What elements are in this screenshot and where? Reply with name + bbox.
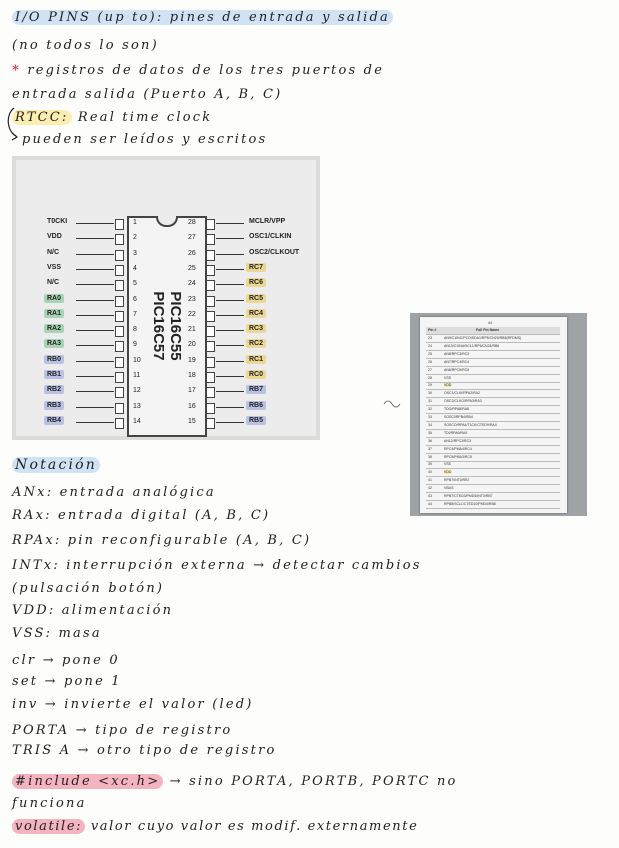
pin-box (115, 341, 124, 352)
table-row (426, 501, 560, 509)
table-row (426, 375, 560, 383)
notation-item-anx: ANx: entrada analógica (12, 485, 216, 500)
table-header (426, 327, 560, 335)
pin-arrow (216, 361, 244, 362)
pin-number: 28 (188, 219, 196, 226)
table-row (426, 438, 560, 446)
table-cell-name: RPB7/CTED3/PMD5/INT0/RB7 (444, 494, 493, 498)
pin-arrow (216, 284, 244, 285)
pin-arrow (76, 254, 114, 255)
pin-box (206, 296, 215, 307)
pin-box (115, 296, 124, 307)
notation-item-vss: VSS: masa (12, 626, 102, 641)
pin-number: 8 (133, 326, 137, 334)
pin-number: 15 (188, 417, 196, 425)
pin-number: 20 (188, 341, 196, 349)
pin-arrow (76, 330, 114, 331)
pin-box (206, 326, 215, 337)
pin-box (206, 250, 215, 261)
pin-arrow (76, 422, 114, 423)
table-cell-pin: 27 (428, 367, 432, 372)
table-row (426, 398, 560, 406)
op-set: set → pone 1 (12, 674, 122, 689)
table-cell-pin: 38 (428, 454, 432, 459)
pin-label: RA3 (44, 339, 64, 348)
pin-label: RB0 (44, 355, 64, 364)
pin-number: 13 (133, 402, 141, 410)
table-row (426, 382, 560, 390)
pin-label: N/C (47, 248, 60, 256)
pin-arrow (76, 345, 114, 346)
pin-number: 26 (188, 249, 196, 257)
pin-arrow (76, 223, 114, 224)
curved-arrow-icon (4, 104, 24, 144)
pin-box (206, 341, 215, 352)
table-cell-pin: 35 (428, 430, 432, 435)
pin-arrow (76, 300, 114, 301)
table-cell-name: RPC4/PMA4/RC4 (444, 446, 472, 451)
pin-label: T0CKI (47, 218, 68, 225)
pin-label: RC5 (246, 294, 266, 303)
pin-arrow (76, 376, 114, 377)
pin-number: 17 (188, 387, 196, 395)
table-cell-name: SOSCO/RPA4/T1CK/CTED9/RA4 (444, 422, 497, 427)
pin-number: 10 (133, 356, 141, 364)
pin-number: 5 (133, 280, 137, 288)
table-cell-name: VDD (444, 383, 452, 388)
page-number: 44 (488, 321, 492, 325)
table-cell-name: VSS (444, 462, 452, 467)
table-cell-name: AN7/RPC4/RC4 (444, 359, 470, 364)
pin-number: 1 (133, 219, 137, 226)
chip-notch (156, 216, 178, 227)
table-row (426, 406, 560, 414)
table-cell-pin: 41 (428, 478, 432, 483)
pin-arrow (216, 407, 244, 408)
table-row (426, 359, 560, 367)
pin-arrow (76, 391, 114, 392)
pin-label: RA1 (44, 309, 64, 318)
pin-number: 25 (188, 264, 196, 272)
notation-title (12, 457, 100, 473)
header-pin: Pin # (428, 328, 437, 332)
pin-arrow (216, 376, 244, 377)
pin-number: 11 (133, 372, 141, 379)
table-cell-pin: 37 (428, 446, 432, 451)
pin-box (206, 418, 215, 429)
pin-box (115, 250, 124, 261)
header-name: Full Pin Name (476, 328, 500, 332)
table-cell-pin: 31 (428, 399, 432, 404)
table-cell-pin: 40 (428, 470, 432, 475)
table-cell-name: TDI/RPA9/RA9 (444, 430, 468, 435)
pin-number: 16 (188, 402, 196, 410)
scribble-icon (382, 396, 412, 410)
table-cell-name: RPB8/SCL1/CTED10/PMD4/RB8 (444, 501, 496, 506)
notes-line-6: pueden ser leídos y escritos (22, 132, 268, 147)
pin-box (115, 219, 124, 230)
pin-box (115, 372, 124, 383)
pin-arrow (76, 315, 114, 316)
pin-box (115, 357, 124, 368)
table-cell-name: VDD (444, 470, 452, 475)
pin-arrow (216, 300, 244, 301)
table-cell-pin: 43 (428, 494, 432, 498)
notation-title-text: Notación (12, 457, 100, 473)
table-row (426, 367, 560, 375)
pin-arrow (76, 361, 114, 362)
notes-line-3 (12, 63, 384, 78)
table-cell-pin: 23 (428, 336, 432, 340)
pin-label: N/C (47, 279, 60, 287)
pin-label: RB1 (44, 370, 64, 379)
pin-box (206, 357, 215, 368)
table-cell-pin: 26 (428, 359, 432, 364)
pin-number: 2 (133, 234, 137, 242)
pin-box (206, 403, 215, 414)
pin-box (206, 372, 215, 383)
pinout-paper (16, 160, 316, 436)
table-cell-pin: 30 (428, 391, 432, 396)
pin-arrow (216, 391, 244, 392)
notation-item-rpax: RPAx: pin reconfigurable (A, B, C) (12, 533, 312, 548)
pin-number: 23 (188, 295, 196, 303)
pin-arrow (216, 330, 244, 331)
table-row (426, 477, 560, 485)
op-inv: inv → invierte el valor (led) (12, 697, 254, 712)
table-cell-pin: 42 (428, 486, 432, 491)
pin-number: 19 (188, 356, 196, 364)
table-row (426, 430, 560, 438)
pin-arrow (216, 422, 244, 423)
pin-arrow (76, 284, 114, 285)
reg-trisa: TRIS A → otro tipo de registro (12, 743, 277, 758)
pin-arrow (76, 269, 114, 270)
pin-label: RC1 (246, 355, 266, 364)
pin-number: 18 (188, 372, 196, 379)
volatile-line (12, 819, 418, 834)
pin-label: RB3 (44, 401, 64, 410)
table-row (426, 493, 560, 501)
table-row (426, 446, 560, 454)
io-pins-highlight: I/O PINS (up to): pines de entrada y salida (12, 10, 393, 25)
include-line (12, 774, 458, 789)
rtcc-label: RTCC: (12, 110, 72, 125)
table-cell-pin: 28 (428, 375, 432, 380)
pin-label: RB6 (246, 401, 266, 410)
op-clr: clr → pone 0 (12, 653, 120, 668)
pin-label: VDD (47, 233, 62, 241)
pin-table-page (420, 317, 567, 513)
notation-item-intx-2: (pulsación botón) (12, 581, 165, 596)
pin-box (206, 234, 215, 245)
include-label: #include <xc.h> (12, 774, 163, 789)
pin-label: OSC2/CLKOUT (249, 248, 300, 256)
table-cell-name: AN9/C1INC/PCO/SDA1/RP5/CN20/RB5(RFDMS) (444, 336, 522, 340)
table-row (426, 422, 560, 430)
notation-item-intx: INTx: interrupción externa → detectar cambios (12, 558, 422, 573)
notes-line-2: (no todos lo son) (12, 38, 159, 53)
pin-box (115, 387, 124, 398)
table-cell-pin: 25 (428, 351, 432, 356)
pin-box (206, 219, 215, 230)
table-cell-pin: 24 (428, 343, 432, 348)
table-row (426, 414, 560, 422)
pin-label: RC2 (246, 339, 266, 348)
pin-number: 24 (188, 280, 196, 288)
table-cell-pin: 36 (428, 438, 432, 443)
notation-item-rax: RAx: entrada digital (A, B, C) (12, 508, 271, 523)
table-cell-name: AN6/RPC5/RC5 (444, 367, 470, 372)
pin-table-photo (410, 313, 587, 516)
pin-label: RC3 (246, 324, 266, 333)
table-cell-name: OSC2/CLKO/RPA3/RA3 (444, 399, 482, 404)
pin-label: RB4 (44, 416, 64, 425)
table-cell-name: OSC1/CLKI/RPA2/RA2 (444, 391, 480, 396)
pin-number: 27 (188, 234, 196, 242)
table-row (426, 351, 560, 359)
pin-box (206, 280, 215, 291)
pin-arrow (216, 315, 244, 316)
pin-arrow (216, 269, 244, 270)
pin-box (115, 311, 124, 322)
asterisk-icon: * (12, 63, 21, 78)
pin-label: RC6 (246, 278, 266, 287)
pin-arrow (216, 345, 244, 346)
pin-number: 14 (133, 417, 141, 425)
pin-label: MCLR/VPP (249, 218, 286, 225)
pin-box (115, 280, 124, 291)
table-cell-name: AN12/RPC3/RC3 (444, 438, 472, 443)
table-cell-name: VBUS (444, 486, 454, 491)
pin-arrow (76, 238, 114, 239)
table-cell-name: AN8/RPC3/RC3 (444, 351, 470, 356)
pin-number: 3 (133, 249, 137, 257)
chip-name: PIC16C55 PIC16C57 (150, 291, 184, 361)
table-cell-name: VSS (444, 375, 452, 380)
pin-label: RB2 (44, 385, 64, 394)
table-cell-name: AN10/C1INA/SCL1/RP6/CN24/RB6 (444, 343, 500, 348)
table-row (426, 469, 560, 477)
include-desc: → sino PORTA, PORTB, PORTC no (169, 774, 458, 789)
table-cell-pin: 39 (428, 462, 432, 467)
reg-porta: PORTA → tipo de registro (12, 723, 233, 738)
pin-label: RC7 (246, 263, 266, 272)
table-cell-pin: 33 (428, 415, 432, 419)
table-row (426, 461, 560, 469)
table-row (426, 343, 560, 351)
table-row (426, 485, 560, 493)
pin-number: 21 (188, 326, 196, 334)
table-cell-name: SOSCI/RPB4/RB4 (444, 415, 473, 419)
pin-box (115, 418, 124, 429)
pin-label: RB7 (246, 385, 266, 394)
pin-label: RA0 (44, 294, 64, 303)
pin-box (206, 311, 215, 322)
pin-number: 4 (133, 264, 137, 272)
pin-arrow (216, 254, 244, 255)
notes-line-3-text: registros de datos de los tres puertos de (27, 63, 385, 78)
pin-label: RB5 (246, 416, 266, 425)
pin-box (206, 387, 215, 398)
table-cell-name: RPB7/INT0/RB7 (444, 478, 470, 483)
pin-label: VSS (47, 263, 62, 271)
pin-label: OSC1/CLKIN (249, 233, 292, 241)
volatile-label: volatile: (12, 819, 85, 834)
notes-line-1 (12, 10, 393, 25)
pin-number: 6 (133, 295, 137, 303)
rtcc-line (12, 110, 212, 125)
pin-label: RA2 (44, 324, 64, 333)
table-cell-name: RPC5/PMA3/RC5 (444, 454, 472, 459)
pin-box (115, 234, 124, 245)
pin-arrow (76, 407, 114, 408)
table-cell-pin: 44 (428, 501, 432, 506)
table-cell-pin: 29 (428, 383, 432, 388)
notes-line-4: entrada salida (Puerto A, B, C) (12, 87, 283, 102)
pin-number: 9 (133, 341, 137, 349)
pin-arrow (216, 238, 244, 239)
table-row (426, 454, 560, 462)
pin-number: 7 (133, 310, 137, 318)
include-line-2: funciona (12, 796, 87, 811)
pin-box (115, 403, 124, 414)
table-row (426, 390, 560, 398)
rtcc-desc: Real time clock (77, 110, 213, 125)
pin-label: RC4 (246, 309, 266, 318)
pin-number: 12 (133, 387, 141, 395)
pin-box (115, 326, 124, 337)
pin-arrow (216, 223, 244, 224)
pin-label: RC0 (246, 370, 266, 379)
table-page-number (426, 320, 560, 327)
pin-box (206, 265, 215, 276)
table-cell-name: TDO/RPA8/RA8 (444, 407, 470, 412)
table-row (426, 335, 560, 343)
pin-box (115, 265, 124, 276)
table-cell-pin: 32 (428, 407, 432, 412)
notation-item-vdd: VDD: alimentación (12, 603, 174, 618)
table-cell-pin: 34 (428, 422, 432, 427)
pin-number: 22 (188, 310, 196, 318)
chip-pinout-photo (12, 156, 320, 440)
volatile-desc: valor cuyo valor es modif. externamente (90, 819, 419, 834)
